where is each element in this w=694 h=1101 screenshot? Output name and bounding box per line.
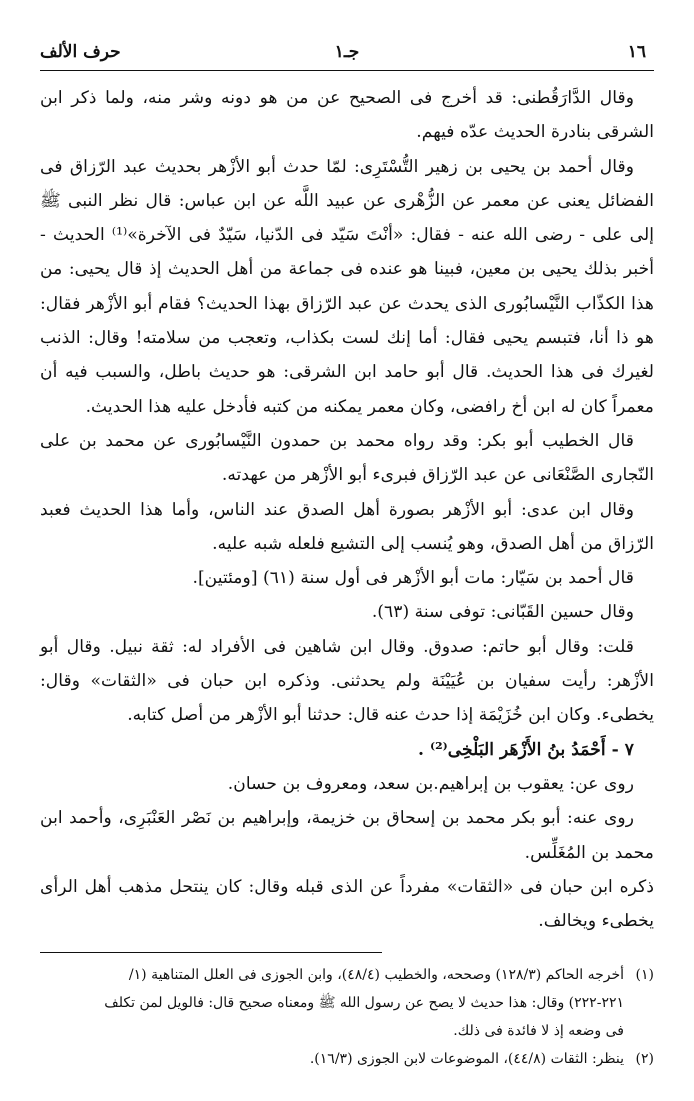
paragraph: وقال أحمد بن يحيى بن زهير التُّسْتَرِى: لمّا حدث أبو الأزْهر بحديث عبد الرّزاق فى الفضائل يعنى عن معمر عن الزُّهْرى عن عبيد اللَّه عن ابن عباس: قال نظر النبى ﷺ إلى على - رضى الله عنه - فقال: «أنْتَ سَيّد فى الدّنيا، سَيّدٌ فى الآخرة»⁽¹⁾ الحديث - أخبر بذلك يحيى بن معين، فبينا هو عنده فى جماعة من أهل الحديث إذ قال يحيى: من هذا الكذّاب النَّيْسابُورى الذى يحدث عن عبد الرّزاق بهذا الحديث؟ فقام أبو الأزْهر فقال: هو ذا أنا، فتبسم يحيى فقال: أما إنك لست بكذاب، وتعجب من سلامته! وقال: الذنب لغيرك فى هذا الحديث. قال أبو حامد ابن الشرقى: هو حديث باطل، والسبب فيه أن معمراً كان له ابن أخ رافضى، وكان معمر يمكنه من كتبه فأدخل عليه هذا الحديث.: [40, 156, 655, 417]
paragraph: وقال ابن عدى: أبو الأزْهر بصورة أهل الصدق عند الناس، وأما هذا الحديث فعبد الرّزاق من أهل الصدق، وهو يُنسب إلى التشيع فلعله شبه عليه.: [40, 499, 654, 554]
paragraph: قال الخطيب أبو بكر: وقد رواه محمد بن حمدون النَّيْسابُورى عن محمد بن على النّجارى الصَّنْعَانى عن عبد الرّزاق فبرىء أبو الأزْهر من عهدته.: [40, 430, 654, 486]
footnotes: [40, 961, 654, 1073]
paragraph: وقال الدَّارَقُطنى: قد أخرج فى الصحيح عن من هو دونه وشر منه، ولما ذكر ابن الشرقى بنادرة الحديث عدّه فيهم.: [40, 88, 654, 143]
paragraph: قلت: وقال أبو حاتم: صدوق. وقال ابن شاهين فى الأفراد له: ثقة نبيل. وقال أبو الأزْهر: رأيت سفيان بن عُيَيْنَة ولم يحدثنى. وذكره ابن حبان فى «الثقات» وقال: يخطىء. وكان ابن خُزَيْمَة إذا حدث عنه قال: حدثنا أبو الأزْهر من أصل كتابه.: [40, 636, 654, 726]
footnote-continuation: فى وضعه إذ لا فائدة فى ذلك.: [453, 1023, 624, 1040]
footnote-number: (٢): [635, 1051, 654, 1068]
main-text: [40, 81, 654, 938]
section-title: حرف الألف: [40, 42, 121, 62]
page-header: [40, 34, 654, 68]
paragraph: روى عن: يعقوب بن إبراهيم.بن سعد، ومعروف بن حسان.: [227, 773, 634, 794]
entry-number: ٧ -: [611, 739, 634, 760]
footnote-divider: [40, 952, 382, 953]
footnote: [40, 1045, 654, 1073]
footnote-number: (١): [635, 967, 654, 984]
paragraph: وقال حسين القَبّانى: توفى سنة (٦٣).: [371, 602, 634, 623]
footnote-text: ينظر: الثقات (٤٤/٨)، الموضوعات لابن الجوزى (١٦/٣).: [309, 1051, 624, 1068]
entry-name: أَحْمَدُ بنُ الأَزْهَر البَلْخِى: [447, 739, 606, 760]
footnote-continuation: ٢٢١-٢٢٢) وقال: هذا حديث لا يصح عن رسول الله ﷺ ومعناه صحيح قال: فالويل لمن تكلف: [104, 995, 624, 1012]
header-divider: [40, 70, 654, 71]
paragraph: قال أحمد بن سَيّار: مات أبو الأزْهر فى أول سنة (٦١) [ومئتين].: [192, 568, 634, 589]
volume-label: جـ١: [334, 42, 360, 62]
paragraph: ذكره ابن حبان فى «الثقات» مفرداً عن الذى قبله وقال: كان ينتحل مذهب أهل الرأى يخطىء ويخالف.: [40, 876, 654, 932]
entry-heading: [40, 733, 654, 767]
footnote-text: أخرجه الحاكم (١٢٨/٣) وصححه، والخطيب (٤٨/٤)، وابن الجوزى فى العلل المتناهية (١/: [128, 967, 624, 984]
footnote: [40, 961, 654, 989]
paragraph: روى عنه: أبو بكر محمد بن إسحاق بن خزيمة، وإبراهيم بن نَصْر العَنْبَرِى، وأحمد ابن محمد بن المُغَلِّس.: [40, 808, 654, 863]
entry-end: .: [417, 739, 424, 760]
entry-footnote-ref: ⁽²⁾: [429, 739, 448, 760]
page-number: ١٦: [627, 42, 646, 62]
